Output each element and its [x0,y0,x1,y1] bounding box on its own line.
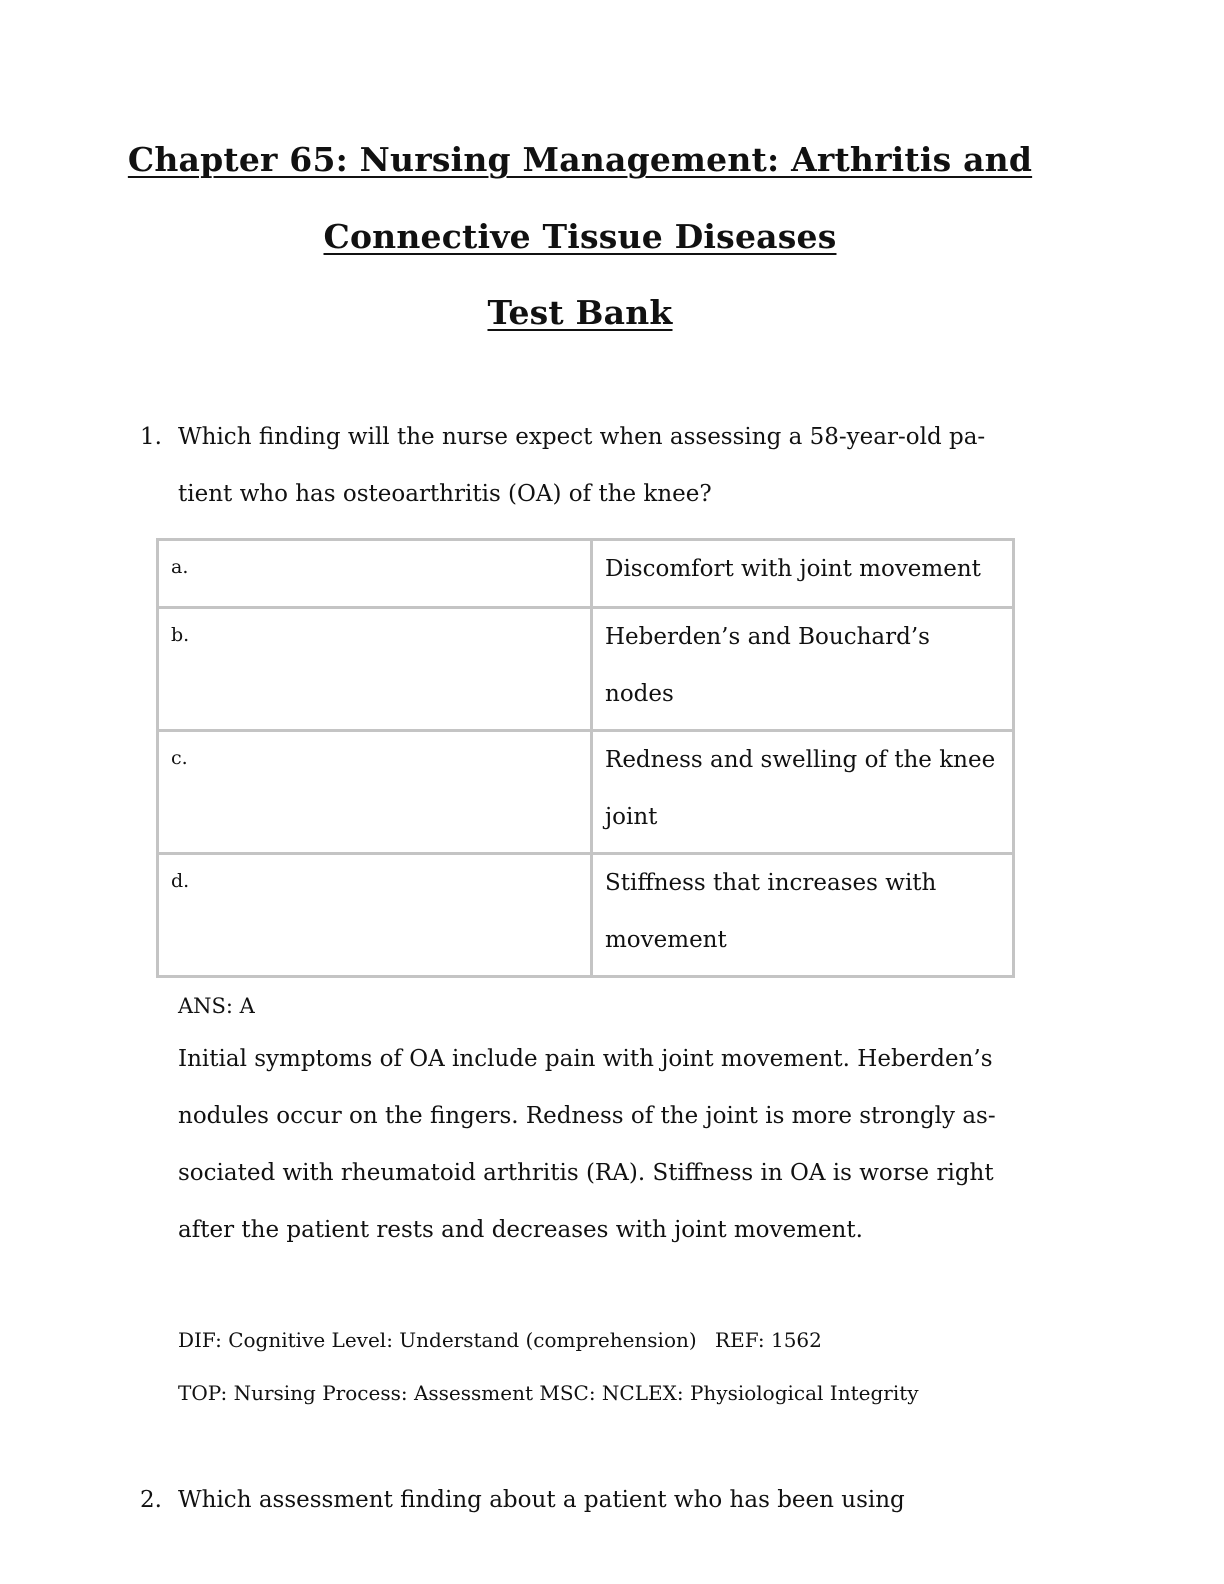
option-row-b [158,608,1014,731]
option-a-text: Discomfort with joint movement [592,540,1014,608]
test-bank-title: Test Bank [487,293,673,332]
option-c-letter: c. [158,731,592,853]
chapter-title-line-1: Chapter 65: Nursing Management: Arthritis and [127,140,1033,179]
rationale-line-4: after the patient rests and decreases with joint movement. [178,1217,863,1243]
option-d-text: Stiffness that increases with movement [592,853,1014,976]
page-reference: REF: 1562 [715,1328,822,1352]
rationale-line-3: sociated with rheumatoid arthritis (RA). Stiffness in OA is worse right [178,1160,994,1186]
metadata-line-1 [178,1328,834,1352]
difficulty-level: DIF: Cognitive Level: Understand (comprehension) [178,1328,697,1352]
option-row-c [158,731,1014,853]
metadata-line-2: TOP: Nursing Process: Assessment MSC: NCLEX: Physiological Integrity [178,1381,919,1405]
option-d-letter: d. [158,853,592,976]
answer-key: ANS: A [178,994,255,1018]
option-row-a [158,540,1014,608]
question-1-number: 1. [140,424,162,450]
rationale-line-2: nodules occur on the fingers. Redness of the joint is more strongly as- [178,1103,996,1129]
option-row-d [158,853,1014,976]
rationale-line-1: Initial symptoms of OA include pain with joint movement. Heberden’s [178,1046,993,1072]
options-table [156,538,1015,978]
chapter-title-line-2: Connective Tissue Diseases [323,217,837,256]
question-2-number: 2. [140,1487,162,1513]
option-c-text: Redness and swelling of the knee joint [592,731,1014,853]
question-1-line-1: Which finding will the nurse expect when assessing a 58-year-old pa- [178,424,986,450]
option-b-text: Heberden’s and Bouchard’s nodes [592,608,1014,731]
option-a-letter: a. [158,540,592,608]
question-1-line-2: tient who has osteoarthritis (OA) of the knee? [178,481,712,507]
option-b-letter: b. [158,608,592,731]
question-2-line-1: Which assessment finding about a patient who has been using [178,1487,905,1513]
